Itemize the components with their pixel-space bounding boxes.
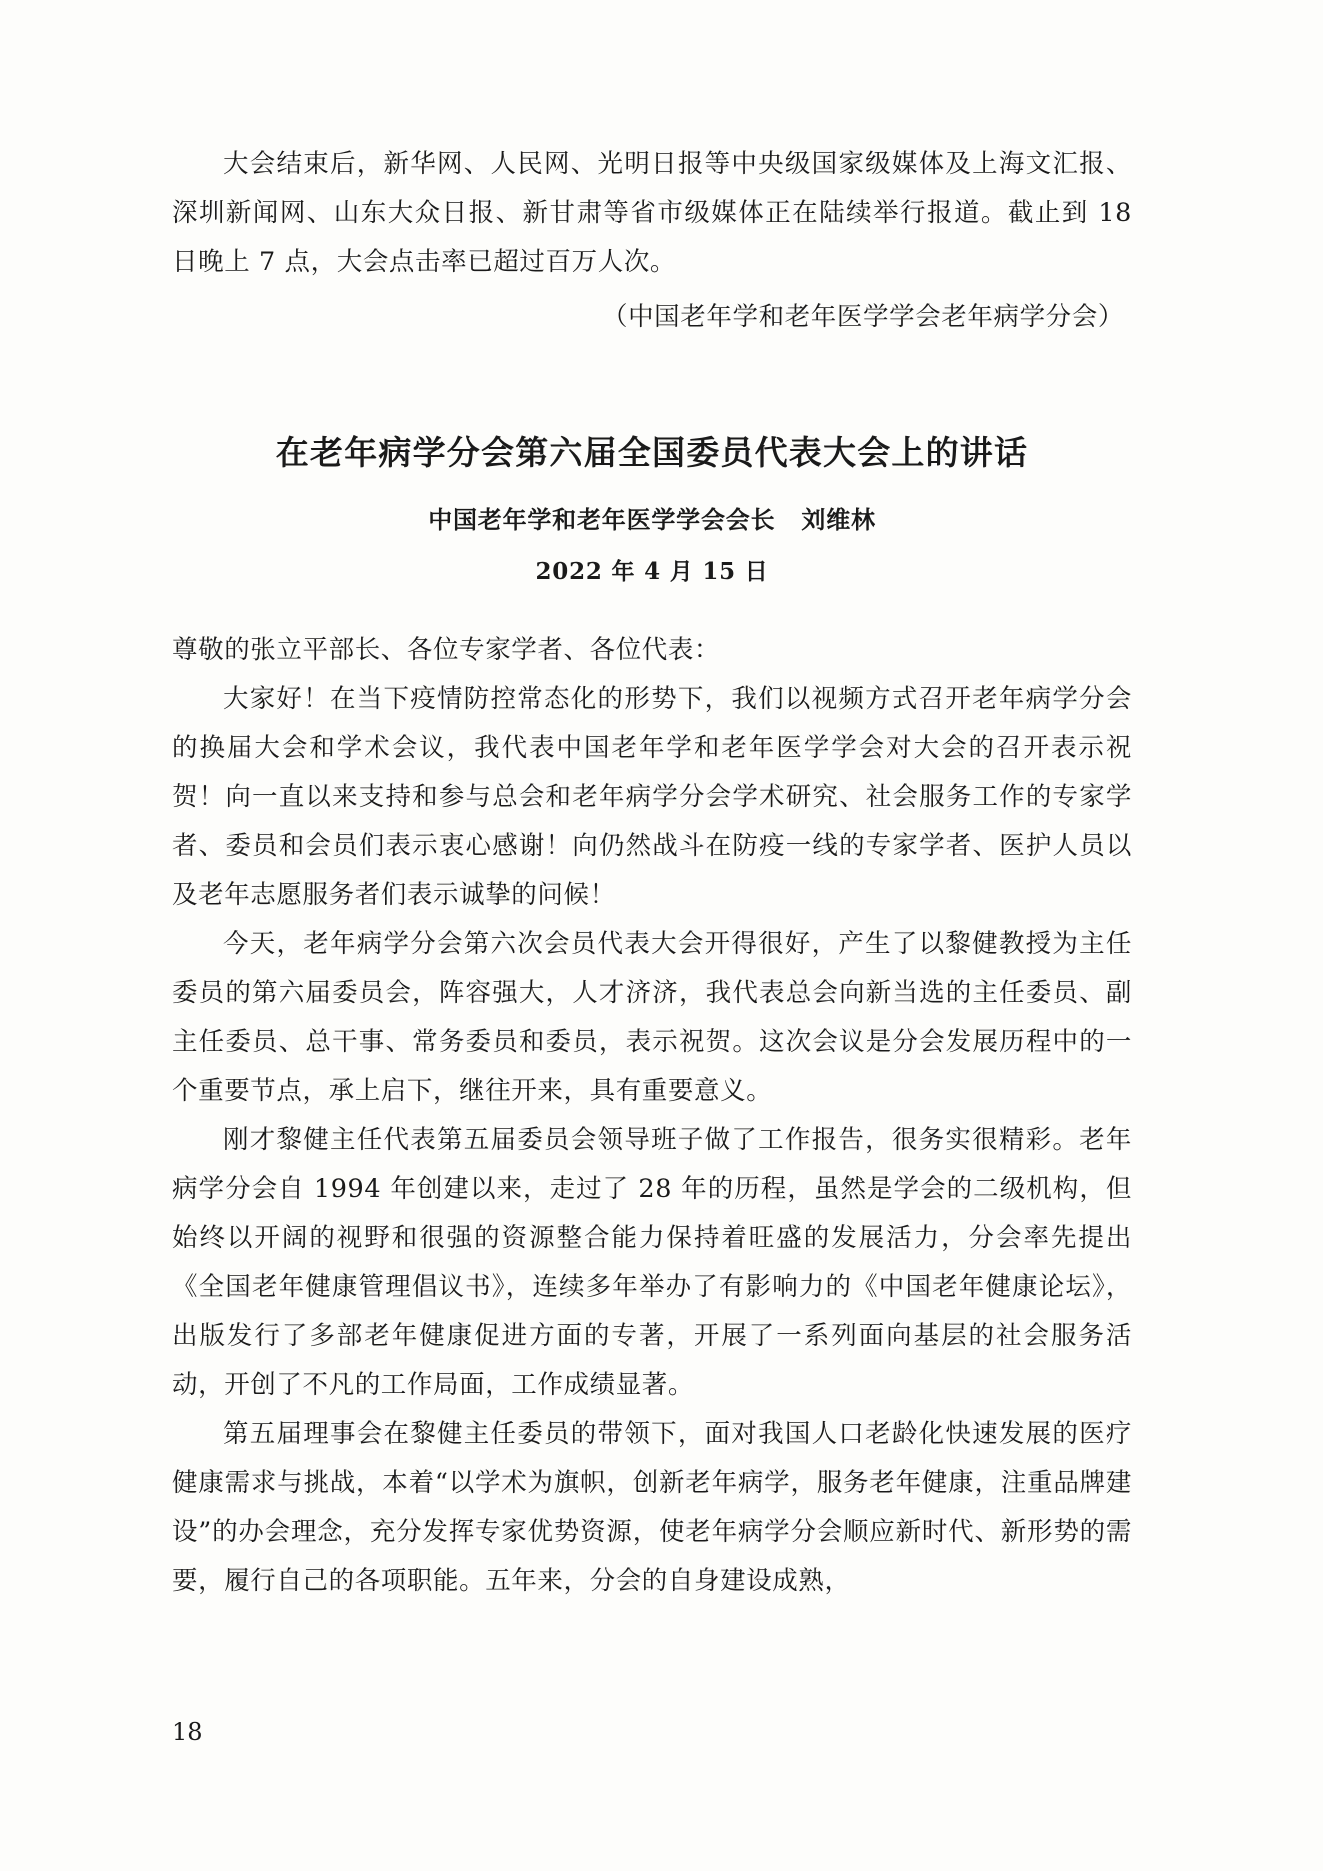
speech-paragraph-2: 今天，老年病学分会第六次会员代表大会开得很好，产生了以黎健教授为主任委员的第六届委员会，阵容强大，人才济济，我代表总会向新当选的主任委员、副主任委员、总干事、常务委员和委员，表示祝贺。这次会议是分会发展历程中的一个重要节点，承上启下，继往开来，具有重要意义。 [172,929,1132,1106]
speech-paragraph-3: 刚才黎健主任代表第五届委员会领导班子做了工作报告，很务实很精彩。老年病学分会自 1994 年创建以来，走过了 28 年的历程，虽然是学会的二级机构，但始终以开阔的视野和很强的资源整合能力保持着旺盛的发展活力，分会率先提出《全国老年健康管理倡议书》，连续多年举办了有影响力的《中国老年健康论坛》，出版发行了多部老年健康促进方面的专著，开展了一系列面向基层的社会服务活动，开创了不凡的工作局面，工作成绩显著。 [172,1125,1132,1400]
section-spacer [172,342,1132,428]
page-title: 在老年病学分会第六届全国委员代表大会上的讲话 [275,433,1029,472]
speech-paragraph-1: 大家好！在当下疫情防控常态化的形势下，我们以视频方式召开老年病学分会的换届大会和学术会议，我代表中国老年学和老年医学学会对大会的召开表示祝贺！向一直以来支持和参与总会和老年病学分会学术研究、社会服务工作的专家学者、委员和会员们表示衷心感谢！向仍然战斗在防疫一线的专家学者、医护人员以及老年志愿服务者们表示诚挚的问候！ [172,684,1132,910]
byline-author: 刘维林 [801,505,876,534]
speech-paragraph-4: 第五届理事会在黎健主任委员的带领下，面对我国人口老龄化快速发展的医疗健康需求与挑战，本着“以学术为旗帜，创新老年病学，服务老年健康，注重品牌建设”的办会理念，充分发挥专家优势资源，使老年病学分会顺应新时代、新形势的需要，履行自己的各项职能。五年来，分会的自身建设成熟， [172,1419,1132,1596]
page-content [172,140,1132,1606]
byline [172,500,1132,540]
dateline: 2022 年 4 月 15 日 [535,558,769,585]
page-number: 18 [172,1718,203,1746]
byline-organization: 中国老年学和老年医学学会会长 [428,505,776,534]
salutation: 尊敬的张立平部长、各位专家学者、各位代表： [172,635,721,665]
attribution-line: （中国老年学和老年医学学会老年病学分会） [601,302,1124,332]
intro-paragraph: 大会结束后，新华网、人民网、光明日报等中央级国家级媒体及上海文汇报、深圳新闻网、山东大众日报、新甘肃等省市级媒体正在陆续举行报道。截止到 18 日晚上 7 点，大会点击率已超过百万人次。 [172,149,1132,277]
